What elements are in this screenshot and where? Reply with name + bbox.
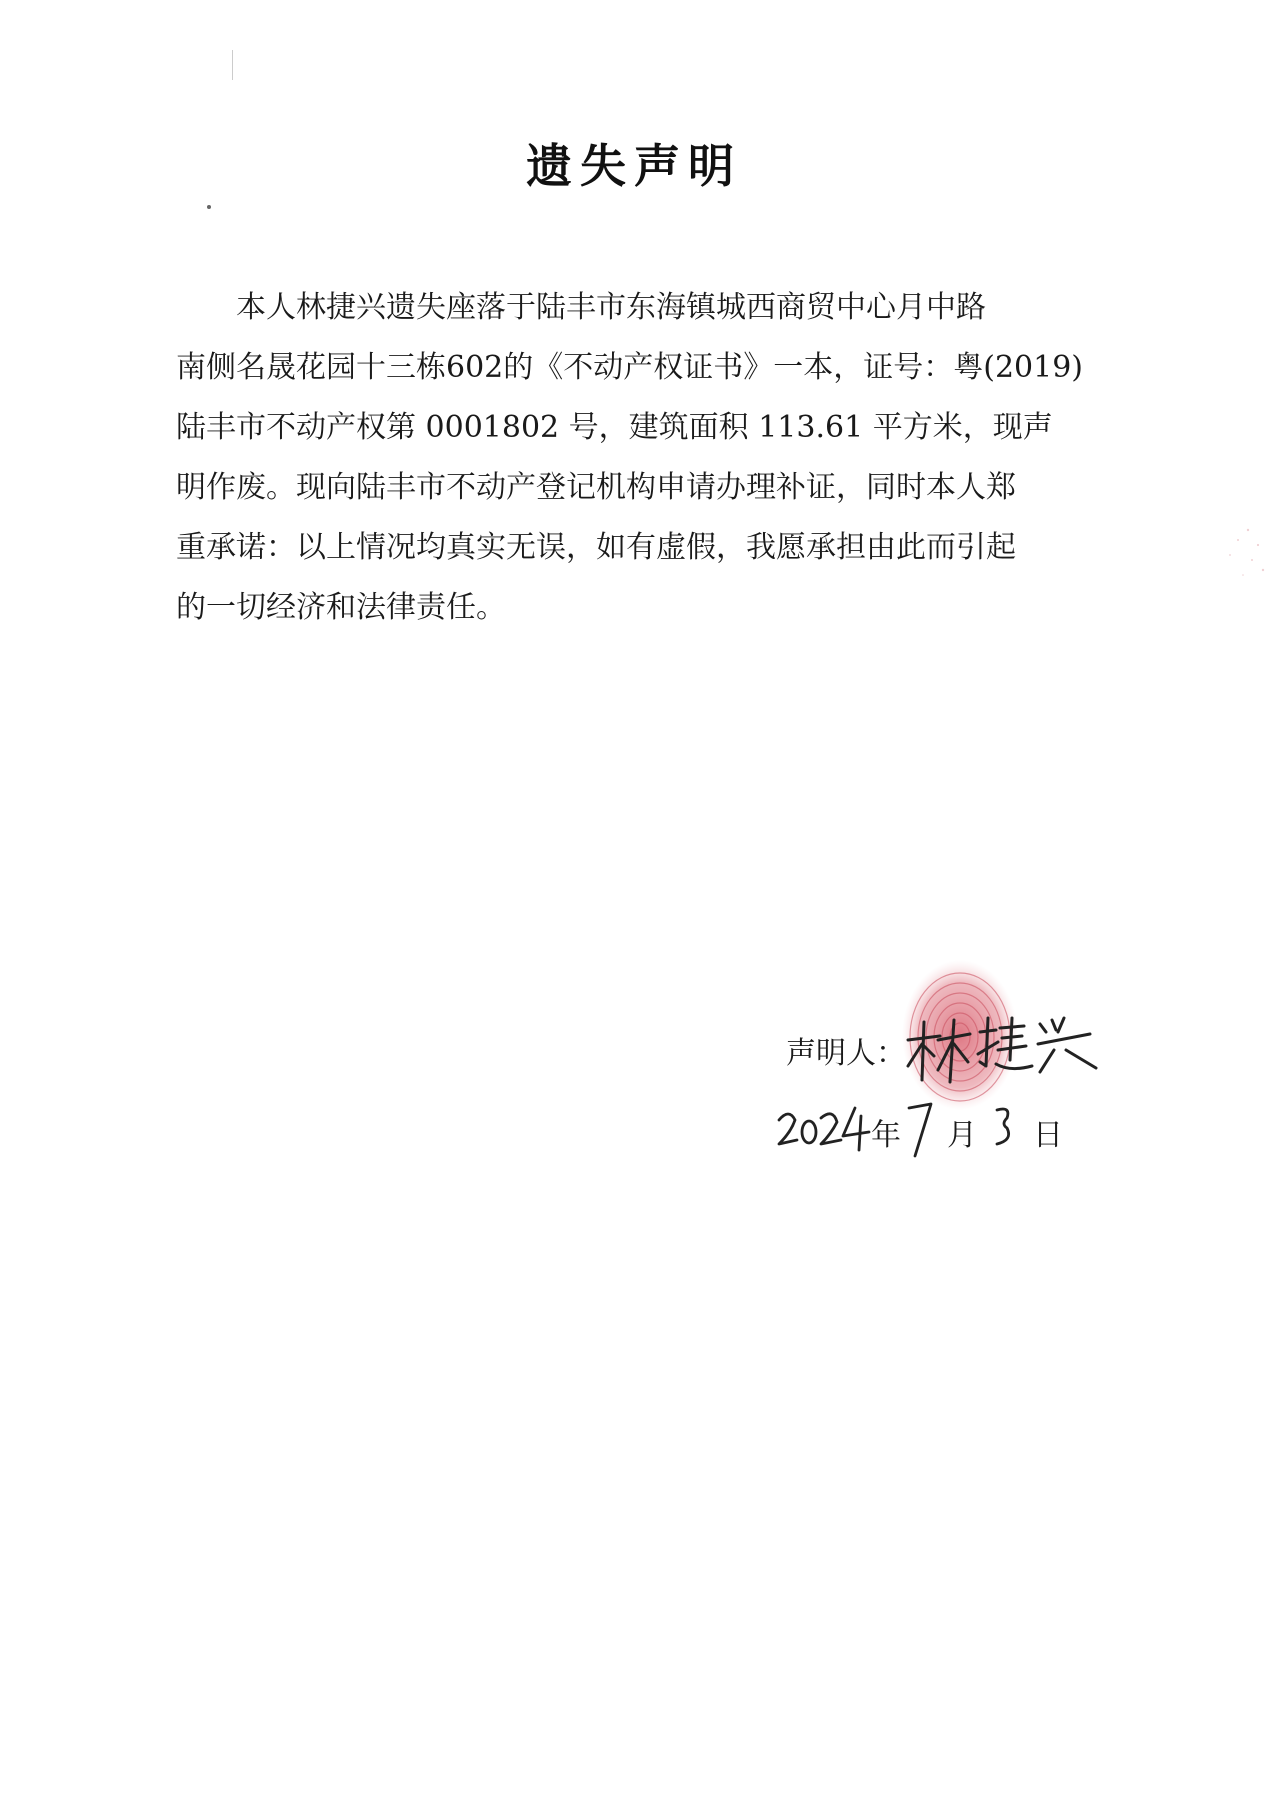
signature-date	[775, 1100, 1095, 1160]
date-month-char: 月	[947, 1118, 977, 1153]
page-title: 遗失声明	[526, 139, 742, 193]
body-line: 明作废。现向陆丰市不动产登记机构申请办理补证，同时本人郑	[176, 470, 1016, 505]
body-line: 重承诺：以上情况均真实无误，如有虚假，我愿承担由此而引起	[176, 530, 1016, 565]
date-year-char: 年	[871, 1118, 901, 1153]
scan-speck	[207, 205, 211, 209]
declarant-line	[786, 1028, 906, 1072]
declarant-label: 声明人：	[786, 1036, 906, 1071]
date-day-char: 日	[1033, 1118, 1063, 1153]
body-line: 陆丰市不动产权第 0001802 号，建筑面积 113.61 平方米，现声	[176, 410, 1053, 445]
declaration-body	[176, 278, 1096, 638]
body-line: 南侧名晟花园十三栋602的《不动产权证书》一本，证号：粤(2019)	[176, 350, 1084, 385]
scan-mark	[232, 50, 233, 80]
body-line: 的一切经济和法律责任。	[176, 590, 506, 625]
edge-noise	[1208, 520, 1268, 590]
handwritten-signature	[900, 1010, 1100, 1090]
body-line: 本人林捷兴遗失座落于陆丰市东海镇城西商贸中心月中路	[236, 290, 986, 325]
